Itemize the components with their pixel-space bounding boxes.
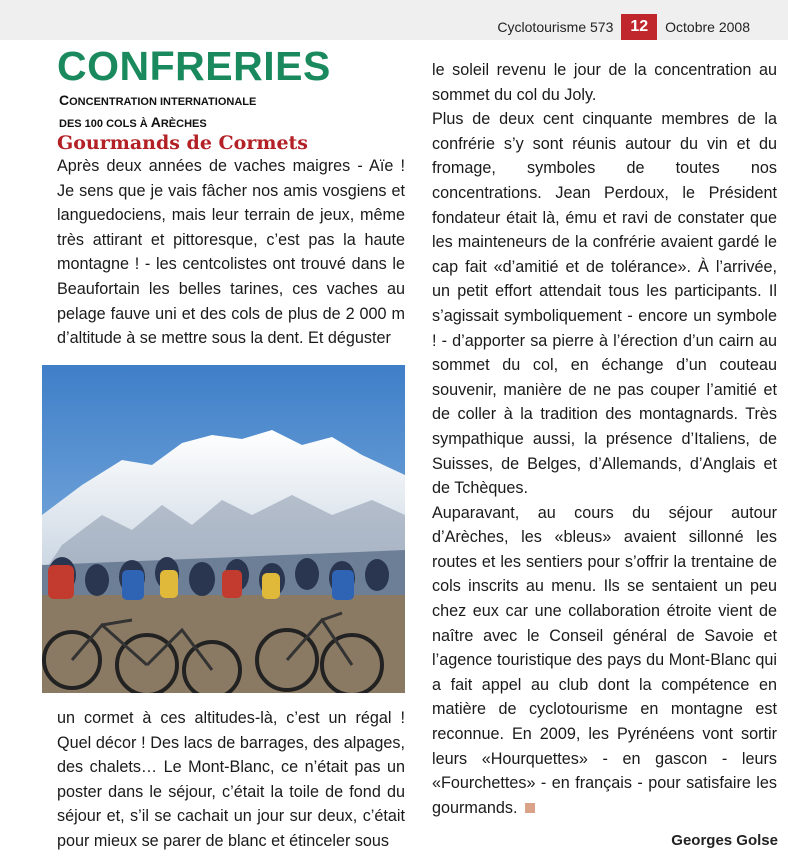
mont-blanc-photo <box>42 365 405 693</box>
article-title: CONFRERIES <box>57 43 331 89</box>
author-signature: Georges Golse <box>671 832 778 849</box>
left-column-bottom <box>57 706 405 854</box>
subtitle-smallcaps: ONCENTRATION INTERNATIONALE <box>69 96 257 108</box>
end-of-article-mark <box>525 803 535 813</box>
subtitle-initial: A <box>150 114 161 130</box>
body-paragraph: Plus de deux cent cinquante membres de la confrérie s’y sont réunis autour du vin et du fromage, symboles de toutes nos concentrations. Jean Perdoux, le Président fondateur était là, ému et ravi de constater que les mainteneurs de la confrérie avaient gardé le cap fait «d’amitié et de tolérance». À l’arrivée, un petit effort attendait tous les participants. Il s’agissait symboliquement - encore un symbole ! - d’apporter sa pierre à l’érection d’un cairn au sommet du col, en échange d’un couteau souvenir, manière de ne pas couper l’amitié et de coller à la tradition des montagnards. Très sympathique aussi, la présence d’Italiens, de Suisses, de Belges, d’Allemands, d’Anglais et de Tchèques. <box>432 110 777 498</box>
article-subtitle <box>59 90 256 134</box>
body-paragraph: un cormet à ces altitudes-là, c’est un régal ! Quel décor ! Des lacs de barrages, des alpages, des chalets… Le Mont-Blanc, ce n’était pas un poster dans le séjour, c’était la toile de fond du séjour et, s’il se cachait un jour sur deux, c’était pour mieux se parer de blanc et étinceler sous <box>57 709 405 850</box>
page-header <box>497 14 750 40</box>
subtitle-smallcaps: DES 100 <box>59 118 107 130</box>
article-heading: Gourmands de Cormets <box>57 132 309 154</box>
body-paragraph <box>432 501 777 821</box>
subtitle-line-2 <box>59 112 256 134</box>
magazine-name: Cyclotourisme 573 <box>497 19 614 35</box>
subtitle-initial: C <box>59 92 70 108</box>
body-paragraph: Après deux années de vaches maigres - Aïe ! Je sens que je vais fâcher nos amis vosgiens et languedociens, mais leur terrain de jeux, même très attirant et pittoresque, c’est pas la haute montagne ! - les centcolistes ont trouvé dans le Beaufortain les belles tarines, ces vaches au pelage fauve uni et des cols de plus de 2 000 m d’altitude à se mettre sous la dent. Et déguster <box>57 157 405 348</box>
subtitle-smallcaps: COLS À <box>106 118 151 130</box>
subtitle-line-1 <box>59 90 256 112</box>
article-page <box>42 40 788 866</box>
body-paragraph: le soleil revenu le jour de la concentration au sommet du col du Joly. <box>432 61 777 104</box>
right-column <box>432 58 777 820</box>
page-number-badge: 12 <box>621 14 657 40</box>
left-column-top <box>57 154 405 351</box>
subtitle-smallcaps: RÈCHES <box>160 118 207 130</box>
body-text: Auparavant, au cours du séjour autour d’Arèches, les «bleus» avaient sillonné les routes et les sentiers pour s’offrir la trentaine de cols inscrits au menu. Ils se sentaient un peu chez eux car une collaboration étroite vient de naître avec le Conseil général de Savoie et l’agence touristique des pays du Mont-Blanc qui a fait appel au club dont la compétence en matière de cyclotourisme en montagne est reconnue. En 2009, les Pyrénéens vont sortir leurs «Hourquettes» - en gascon - leurs «Fourchettes» - en français - pour satisfaire les gourmands. <box>432 503 777 817</box>
issue-date: Octobre 2008 <box>665 19 750 35</box>
